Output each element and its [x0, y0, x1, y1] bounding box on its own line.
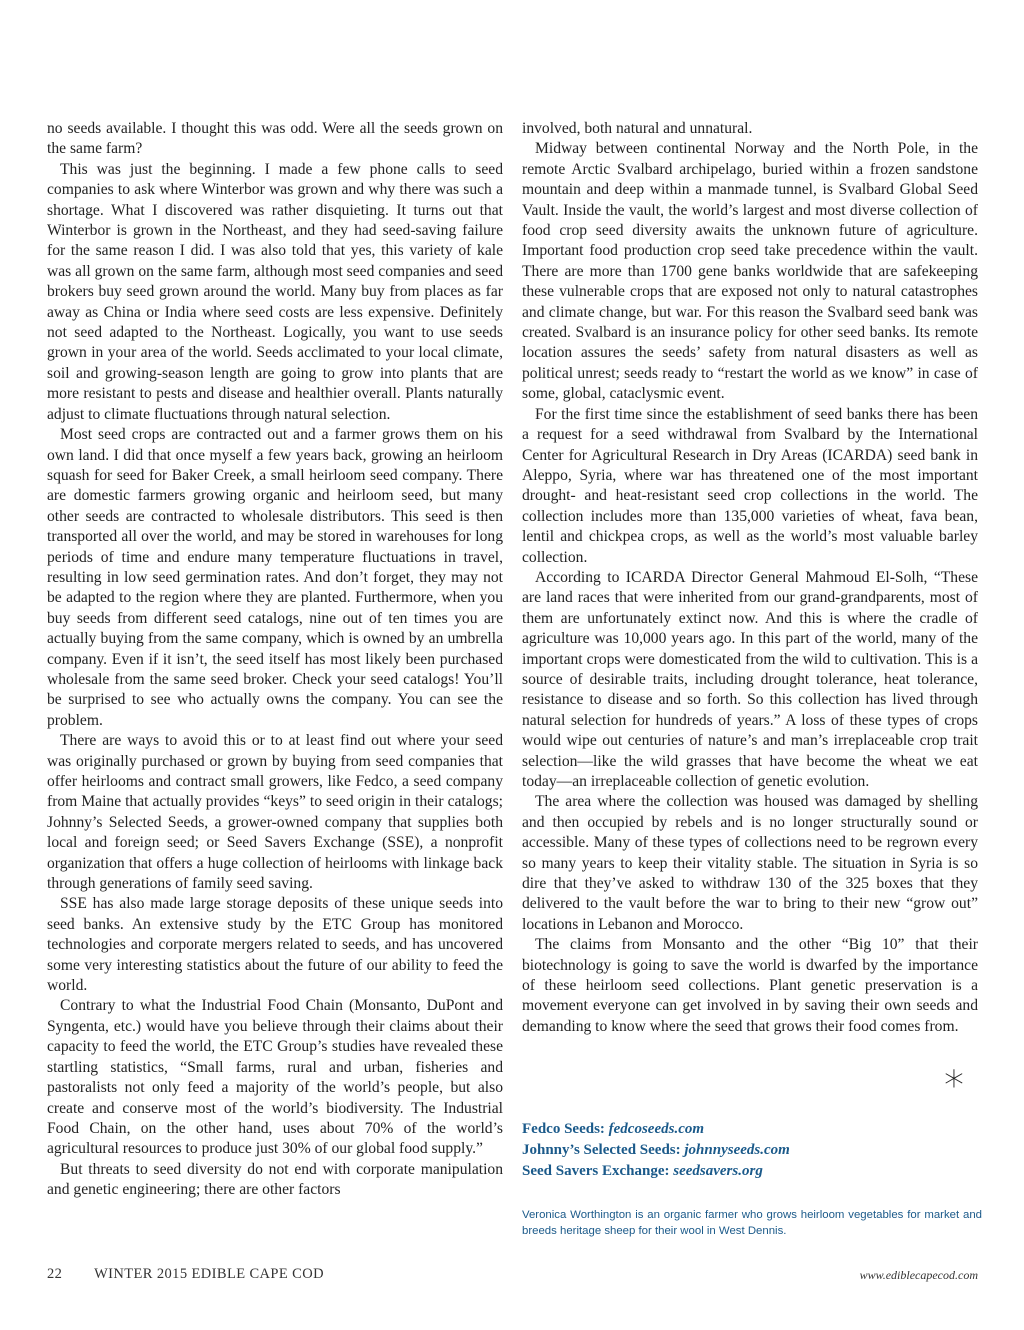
publication-name: EDIBLE CAPE COD	[191, 1266, 324, 1282]
resource-item	[522, 1161, 982, 1182]
resource-item	[522, 1119, 982, 1140]
article-column-left	[47, 119, 503, 1201]
resource-name: Johnny’s Selected Seeds:	[522, 1142, 681, 1158]
end-mark-asterisk-icon: *	[944, 1063, 964, 1109]
resource-links	[522, 1119, 982, 1182]
page-number: 22	[47, 1266, 63, 1282]
article-column-right	[522, 119, 978, 1037]
paragraph: no seeds available. I thought this was odd. Were all the seeds grown on the same farm?	[47, 120, 503, 158]
resource-link[interactable]: seedsavers.org	[673, 1163, 763, 1179]
paragraph: SSE has also made large storage deposits of these unique seeds into seed banks. An extensive study by the ETC Group has monitored technologies and corporate mergers related to seeds, and has uncovered some very interesting statistics about the future of our ability to feed the world.	[47, 895, 503, 995]
paragraph: involved, both natural and unnatural.	[522, 120, 753, 137]
page-footer	[47, 1266, 324, 1283]
paragraph: Contrary to what the Industrial Food Chain (Monsanto, DuPont and Syngenta, etc.) would have you believe through their claims about their capacity to feed the world, the ETC Group’s studies have revealed these startling statistics, “Small farms, rural and urban, fisheries and pastoralists not only feed a majority of the world’s people, but also create and conserve most of the world’s biodiversity. The Industrial Food Chain, on the other hand, uses about 70% of the world’s agricultural resources to produce just 30% of our global food supply.”	[47, 997, 503, 1158]
paragraph: According to ICARDA Director General Mahmoud El-Solh, “These are land races that were inherited from our grand-grandparents, most of them are unfortunately extinct now. And this is where the cradle of agriculture was 10,000 years ago. In this part of the world, many of the important crops were domesticated from the wild to cultivation. This is a source of desirable traits, including drought tolerance, heat tolerance, resistance to disease and so forth. So this collection has lived through natural selection for hundreds of years.” A loss of these types of crops would wipe out centuries of nature’s and man’s irreplaceable crop trait selection—like the wild grasses that have become the wheat we eat today—an irreplaceable collection of genetic evolution.	[522, 568, 978, 790]
paragraph: For the first time since the establishment of seed banks there has been a request for a seed withdrawal from Svalbard by the International Center for Agricultural Research in Dry Areas (ICARDA) seed bank in Aleppo, Syria, where war has threatened one of the most important drought- and heat-resistant seed crop collections in the world. The collection includes more than 135,000 varieties of wheat, fava bean, lentil and chickpea crops, as well as the world’s most valuable barley collection.	[522, 405, 978, 566]
resource-item	[522, 1140, 982, 1161]
paragraph: Midway between continental Norway and the North Pole, in the remote Arctic Svalbard archipelago, buried within a frozen sandstone mountain and deep within a manmade tunnel, is Svalbard Global Seed Vault. Inside the vault, the world’s largest and most diverse collection of food crop seed diversity awaits the unknown future of agriculture. Important food production crop seed take precedence within the vault. There are more than 1700 gene banks worldwide that are safekeeping these vulnerable crops that are exposed not only to natural catastrophes and climate change, but war. For this reason the Svalbard seed bank was created. Svalbard is an insurance policy for other seed banks. Its remote location assures the seeds’ safety from natural disasters as well as political unrest; seeds ready to “restart the world as we know” in case of some, global, cataclysmic event.	[522, 140, 978, 403]
resource-name: Seed Savers Exchange:	[522, 1163, 670, 1179]
resource-link[interactable]: johnnyseeds.com	[684, 1142, 790, 1158]
paragraph: Most seed crops are contracted out and a farmer grows them on his own land. I did that once myself a few years back, growing an heirloom squash for seed for Baker Creek, a small heirloom seed company. There are domestic farmers growing organic and heirloom seed, but many other seeds are contracted to wholesale distributors. This seed is then transported all over the world, and may be stored in warehouses for long periods of time and endure many temperature fluctuations in travel, resulting in low seed germination rates. And don’t forget, they may not be adapted to the region where they are planted. Furthermore, when you buy seeds from different seed catalogs, nine out of ten times you are actually buying from the same company, which is owned by an umbrella company. Even if it isn’t, the seed itself has most likely been purchased wholesale from the same seed broker. Check your seed catalogs! You’ll be surprised to see who actually owns the company. You can see the problem.	[47, 426, 503, 729]
website-url[interactable]: www.ediblecapecod.com	[859, 1268, 978, 1282]
issue-label: WINTER 2015	[94, 1266, 188, 1282]
paragraph: But threats to seed diversity do not end with corporate manipulation and genetic engineering; there are other factors	[47, 1160, 503, 1199]
paragraph: There are ways to avoid this or to at least find out where your seed was originally purchased or grown by buying from seed companies that offer heirlooms and contract small growers, like Fedco, a seed company from Maine that actually provides “keys” to seed origin in their catalogs; Johnny’s Selected Seeds, a grower-owned company that supplies both local and foreign seed; or Seed Savers Exchange (SSE), a nonprofit organization that offers a huge collection of heirlooms with linkage back through generations of family seed saving.	[47, 732, 503, 893]
paragraph: The claims from Monsanto and the other “Big 10” that their biotechnology is going to save the world is dwarfed by the importance of these heirloom seed collections. Plant genetic preservation is a movement everyone can get involved in by saving their own seeds and demanding to know where the seed that grows their food comes from.	[522, 936, 978, 1035]
paragraph: The area where the collection was housed was damaged by shelling and then occupied by rebels and is no longer structurally sound or accessible. Many of these types of collections need to be regrown every so many years to keep their vitality stable. The situation in Syria is so dire that they’ve asked to withdraw 130 of the 325 boxes that they delivered to the vault before the war to bring to their new “grow out” locations in Lebanon and Morocco.	[522, 793, 978, 933]
resource-name: Fedco Seeds:	[522, 1121, 605, 1137]
paragraph: This was just the beginning. I made a few phone calls to seed companies to ask where Winterbor was grown and why there was such a shortage. What I discovered was rather disquieting. It turns out that Winterbor is grown in the Northeast, and they had seed-saving failure for the same reason I did. I was also told that yes, this variety of kale was all grown on the same farm, although most seed companies and seed brokers buy seed grown around the world. Many buy from places as far away as China or India where seed costs are less expensive. Definitely not seed adapted to the Northeast. Logically, you want to use seeds grown in your area of the world. Seeds acclimated to your local climate, soil and growing-season length are going to grow into plants that are more resistant to pests and disease and healthier overall. Plants naturally adjust to climate fluctuations through natural selection.	[47, 160, 503, 423]
resource-link[interactable]: fedcoseeds.com	[608, 1121, 705, 1137]
author-bio: Veronica Worthington is an organic farmer who grows heirloom vegetables for market and breeds heritage sheep for their wool in West Dennis.	[522, 1209, 982, 1237]
